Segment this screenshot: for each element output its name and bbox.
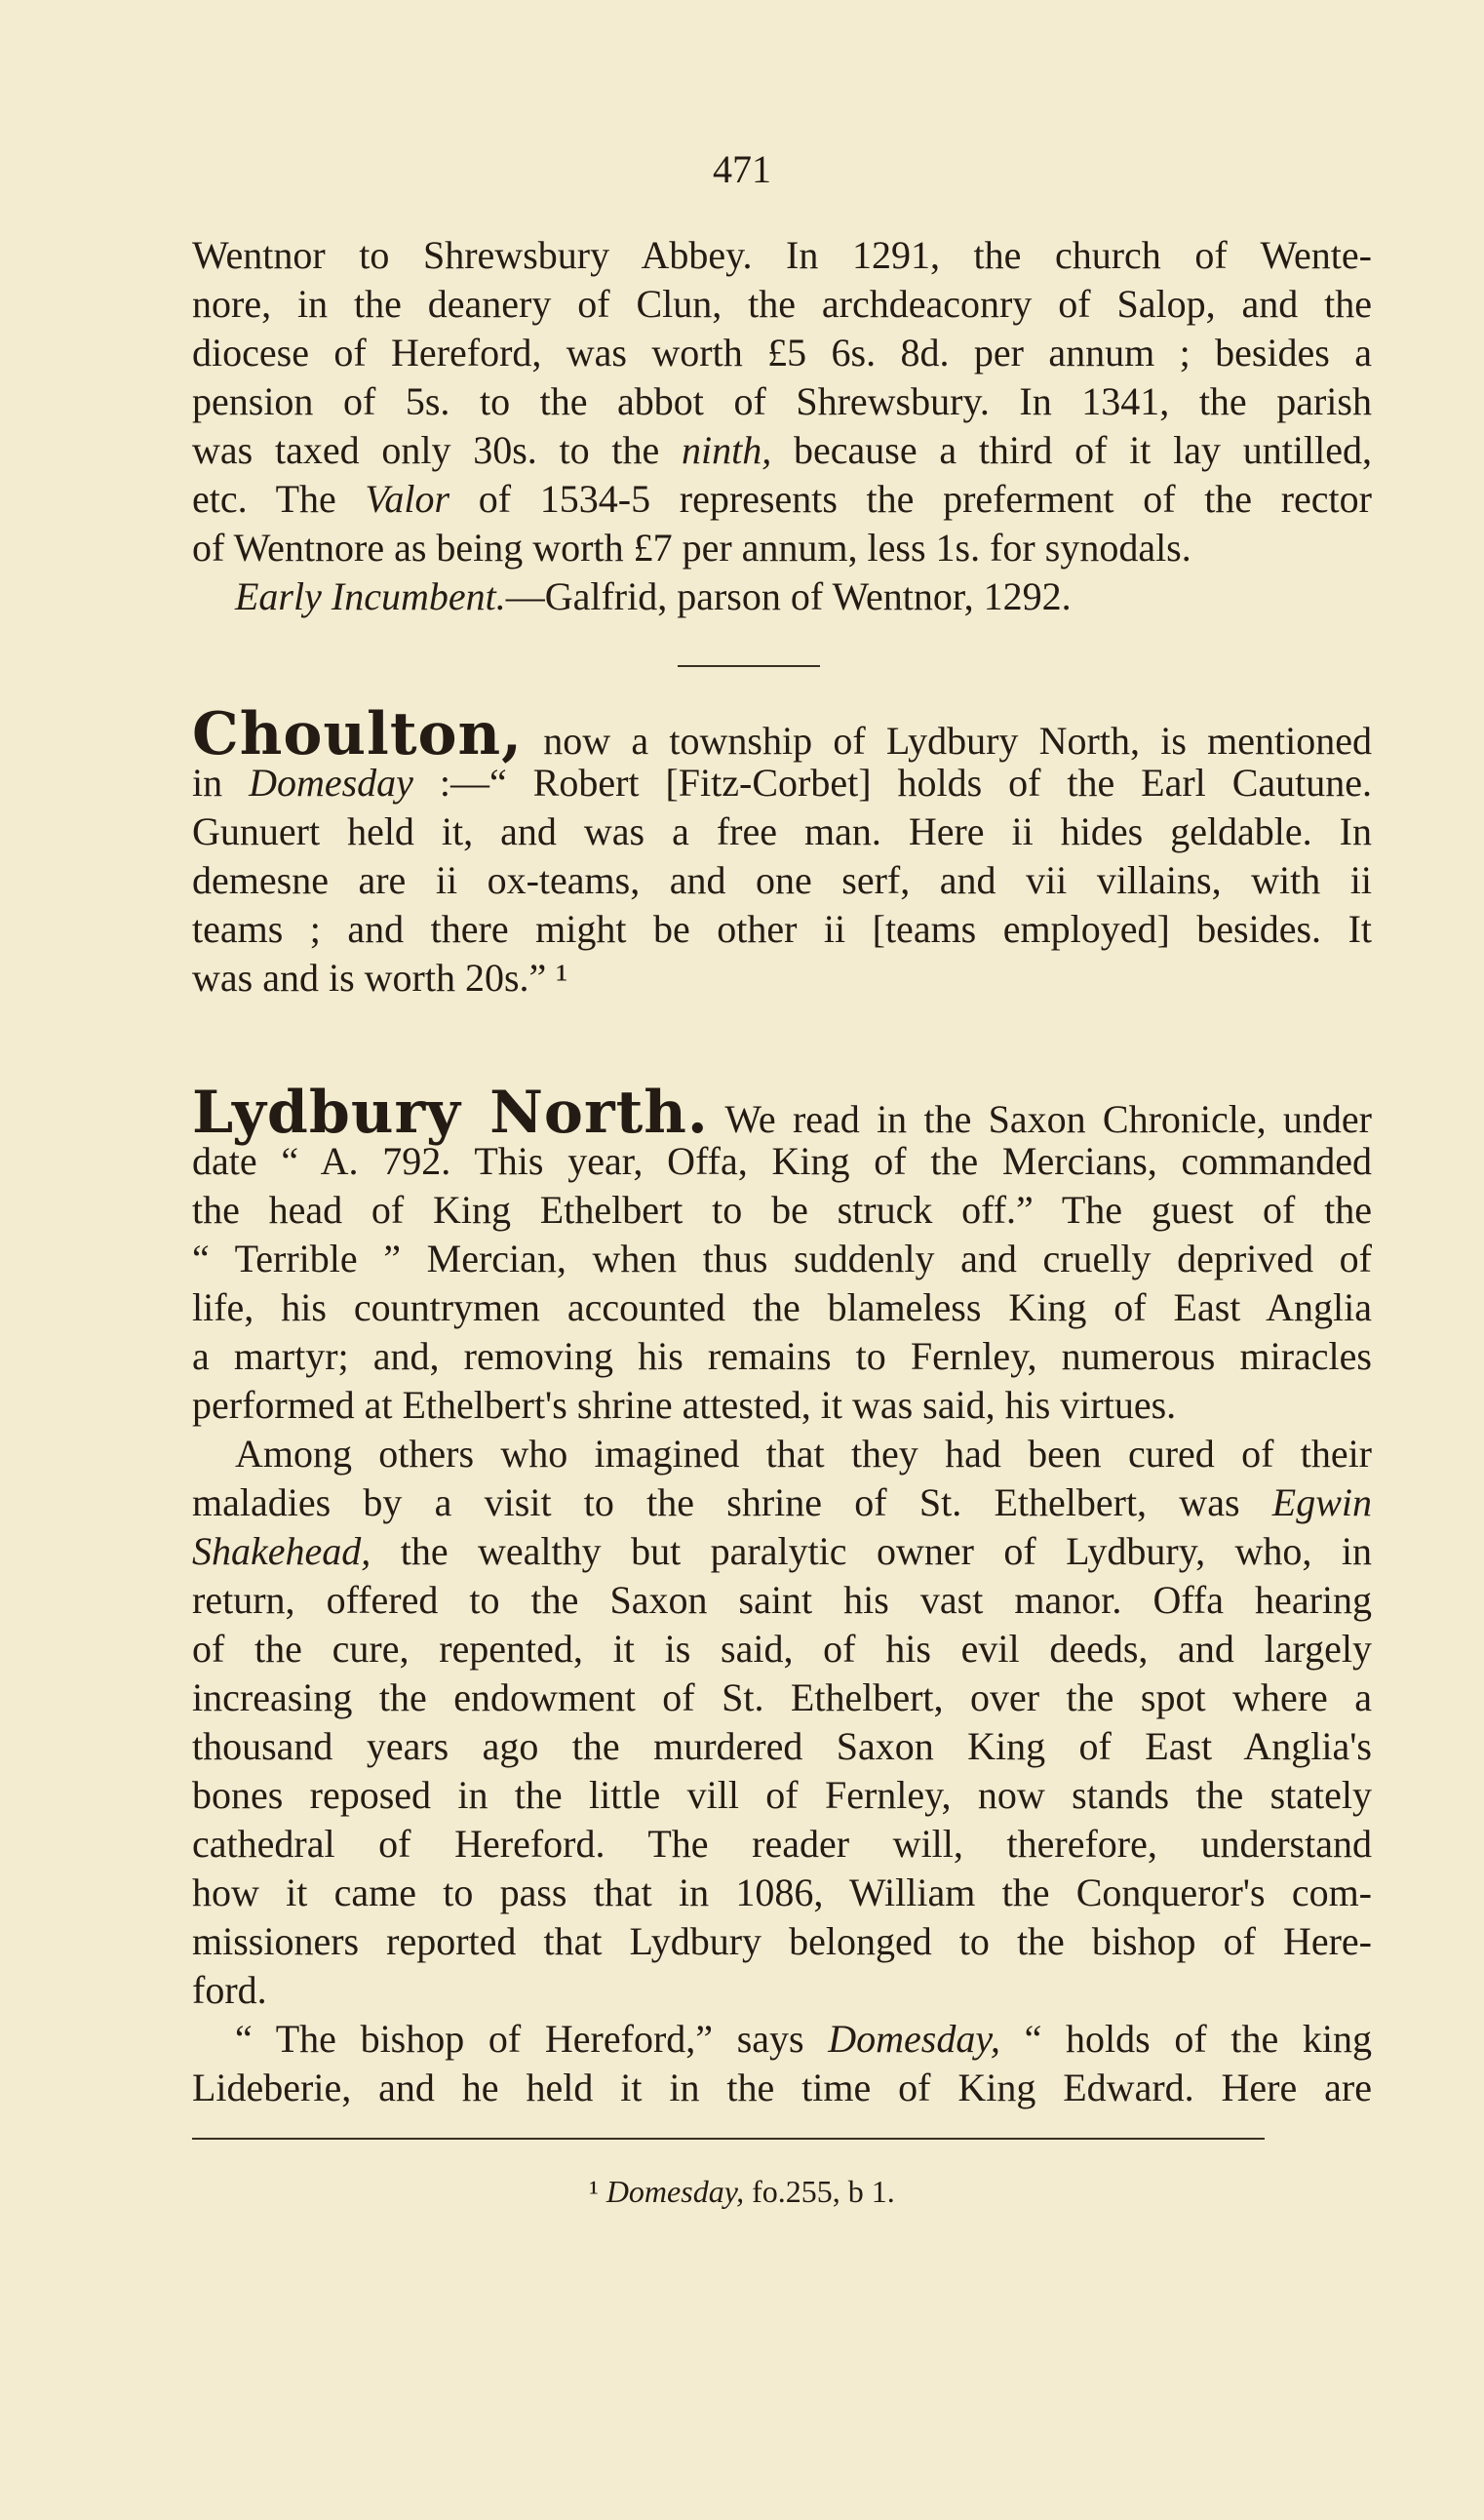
- text-line: life, his countrymen accounted the blameless King of East Anglia: [192, 1285, 1372, 1329]
- text-line: of the cure, repented, it is said, of his evil deeds, and largely: [192, 1627, 1372, 1671]
- text-line: demesne are ii ox-teams, and one serf, and vii villains, with ii: [192, 858, 1372, 902]
- page-number: 471: [713, 147, 771, 191]
- egwin-paragraph: [192, 1430, 1372, 2015]
- text-line: Wentnor to Shrewsbury Abbey. In 1291, the church of Wente-: [192, 233, 1372, 277]
- text-line: diocese of Hereford, was worth £5 6s. 8d. per annum ; besides a: [192, 331, 1372, 374]
- text-line: increasing the endowment of St. Ethelbert, over the spot where a: [192, 1675, 1372, 1719]
- early-incumbent-line: Early Incumbent.—Galfrid, parson of Wentnor, 1292.: [235, 574, 1072, 618]
- text-line: etc. The Valor of 1534-5 represents the preferment of the rector: [192, 477, 1372, 521]
- text-line: of Wentnore as being worth £7 per annum, less 1s. for synodals.: [192, 526, 1191, 570]
- text-line: Lideberie, and he held it in the time of King Edward. Here are: [192, 2066, 1372, 2109]
- text-line: missioners reported that Lydbury belonged to the bishop of Here-: [192, 1919, 1372, 1963]
- text-line: how it came to pass that in 1086, William the Conqueror's com-: [192, 1870, 1372, 1914]
- text-line: Lydbury North. We read in the Saxon Chronicle, under: [192, 1079, 1372, 1147]
- text-line: was taxed only 30s. to the ninth, because a third of it lay untilled,: [192, 428, 1372, 472]
- lydbury-north-paragraph: [192, 1079, 1372, 1430]
- choulton-paragraph: [192, 700, 1372, 1003]
- footnote-divider: [192, 2138, 1265, 2140]
- text-line: thousand years ago the murdered Saxon King of East Anglia's: [192, 1724, 1372, 1768]
- text-line: pension of 5s. to the abbot of Shrewsbury. In 1341, the parish: [192, 379, 1372, 423]
- text-line: “ The bishop of Hereford,” says Domesday, “ holds of the king: [235, 2017, 1373, 2061]
- text-line: bones reposed in the little vill of Fernley, now stands the stately: [192, 1773, 1372, 1817]
- text-line: “ Terrible ” Mercian, when thus suddenly and cruelly deprived of: [192, 1237, 1372, 1280]
- bishop-paragraph: [192, 2015, 1372, 2112]
- section-heading-choulton: Choulton,: [192, 700, 524, 768]
- footnote: [0, 2167, 1484, 2216]
- text-line: date “ A. 792. This year, Offa, King of the Mercians, commanded: [192, 1139, 1372, 1183]
- footnote-mark: ¹: [589, 2174, 599, 2209]
- text-line: Choulton, now a township of Lydbury North, is mentioned: [192, 700, 1372, 768]
- footnote-reference: fo.255, b 1.: [744, 2174, 895, 2209]
- text-line: was and is worth 20s.” ¹: [192, 956, 568, 1000]
- text-line: nore, in the deanery of Clun, the archdeaconry of Salop, and the: [192, 282, 1372, 326]
- text-line: a martyr; and, removing his remains to Fernley, numerous miracles: [192, 1334, 1372, 1378]
- text-line: Gunuert held it, and was a free man. Here ii hides geldable. In: [192, 809, 1372, 853]
- text-line: the head of King Ethelbert to be struck off.” The guest of the: [192, 1188, 1372, 1232]
- text-line: performed at Ethelbert's shrine attested, it was said, his virtues.: [192, 1383, 1177, 1427]
- section-divider: [678, 665, 820, 667]
- text-line: maladies by a visit to the shrine of St. Ethelbert, was Egwin: [192, 1480, 1372, 1524]
- text-line: Among others who imagined that they had been cured of their: [235, 1432, 1372, 1476]
- text-line: teams ; and there might be other ii [teams employed] besides. It: [192, 907, 1372, 951]
- text-line: ford.: [192, 1968, 267, 2012]
- text-line: Shakehead, the wealthy but paralytic owner of Lydbury, who, in: [192, 1529, 1372, 1573]
- wentnor-paragraph: [192, 231, 1372, 621]
- text-line: cathedral of Hereford. The reader will, therefore, understand: [192, 1822, 1372, 1866]
- text-line: return, offered to the Saxon saint his vast manor. Offa hearing: [192, 1578, 1372, 1622]
- footnote-source: Domesday,: [605, 2174, 745, 2209]
- section-heading-lydbury-north: Lydbury North.: [192, 1079, 709, 1147]
- text-line: in Domesday :—“ Robert [Fitz-Corbet] holds of the Earl Cautune.: [192, 761, 1372, 805]
